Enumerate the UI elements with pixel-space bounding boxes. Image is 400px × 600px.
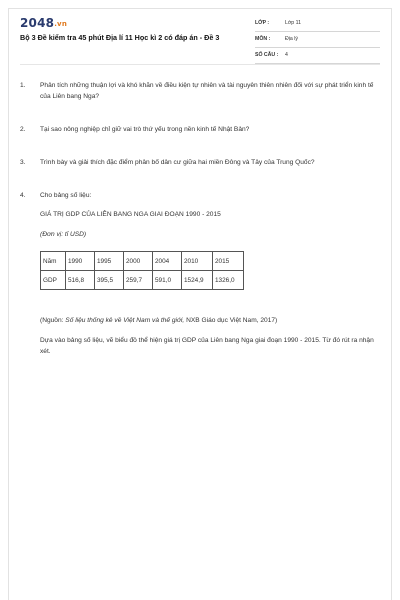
table-cell: 2000 — [124, 252, 153, 271]
question-text: Cho bảng số liệu: — [40, 192, 92, 199]
meta-row-count — [255, 48, 380, 64]
table-cell: 1995 — [95, 252, 124, 271]
gdp-table — [40, 251, 244, 290]
meta-info — [255, 16, 380, 64]
meta-value: Địa lý — [285, 36, 298, 42]
table-header-row — [41, 252, 244, 271]
meta-key: MÔN : — [255, 36, 271, 42]
table-cell: Năm — [41, 252, 66, 271]
logo-text: 2048 — [20, 16, 55, 30]
table-cell: 395,5 — [95, 271, 124, 290]
table-unit: (Đơn vị: tỉ USD) — [40, 231, 87, 238]
table-cell: 1524,9 — [182, 271, 213, 290]
source-title: Số liệu thống kê về Việt Nam và thế giới, — [65, 317, 185, 324]
meta-value: Lớp 11 — [285, 20, 301, 26]
source-suffix: NXB Giáo dục Việt Nam, 2017) — [184, 317, 278, 324]
table-cell: 259,7 — [124, 271, 153, 290]
meta-row-class — [255, 16, 380, 32]
table-cell: 1990 — [66, 252, 95, 271]
question-number: 1. — [20, 82, 26, 89]
meta-row-subject — [255, 32, 380, 48]
question-text: Tại sao nông nghiệp chỉ giữ vai trò thứ yếu trong nền kinh tế Nhật Bản? — [40, 126, 250, 133]
table-row — [41, 271, 244, 290]
site-logo[interactable] — [20, 16, 67, 30]
table-cell: 516,8 — [66, 271, 95, 290]
logo-suffix: .vn — [54, 20, 68, 28]
meta-key: LỚP : — [255, 20, 270, 26]
question-4-task: Dựa vào bảng số liệu, vẽ biểu đồ thể hiện giá trị GDP của Liên bang Nga giai đoạn 1990 - 2015. Từ đó rút ra nhận xét. — [40, 337, 374, 355]
table-cell: 2004 — [153, 252, 182, 271]
table-title: GIÁ TRỊ GDP CỦA LIÊN BANG NGA GIAI ĐOẠN 1990 - 2015 — [40, 211, 221, 218]
table-cell: 591,0 — [153, 271, 182, 290]
question-text: Trình bày và giải thích đặc điểm phân bố dân cư giữa hai miền Đông và Tây của Trung Quốc? — [40, 159, 315, 166]
question-number: 4. — [20, 192, 26, 199]
header-divider — [20, 64, 380, 65]
meta-value: 4 — [285, 52, 288, 58]
table-cell: 2015 — [213, 252, 244, 271]
table-source — [40, 315, 277, 326]
source-prefix: (Nguồn: — [40, 317, 66, 324]
question-number: 3. — [20, 159, 26, 166]
question-text: Phân tích những thuận lợi và khó khăn về điều kiện tự nhiên và tài nguyên thiên nhiên đối với sự phát triển kinh tế của Liên bang Nga? — [40, 82, 374, 100]
meta-key: SỐ CÂU : — [255, 52, 279, 58]
document-title: Bộ 3 Đề kiểm tra 45 phút Địa lí 11 Học kì 2 có đáp án - Đề 3 — [20, 33, 220, 42]
table-cell: 1326,0 — [213, 271, 244, 290]
table-cell: 2010 — [182, 252, 213, 271]
question-number: 2. — [20, 126, 26, 133]
table-cell: GDP — [41, 271, 66, 290]
